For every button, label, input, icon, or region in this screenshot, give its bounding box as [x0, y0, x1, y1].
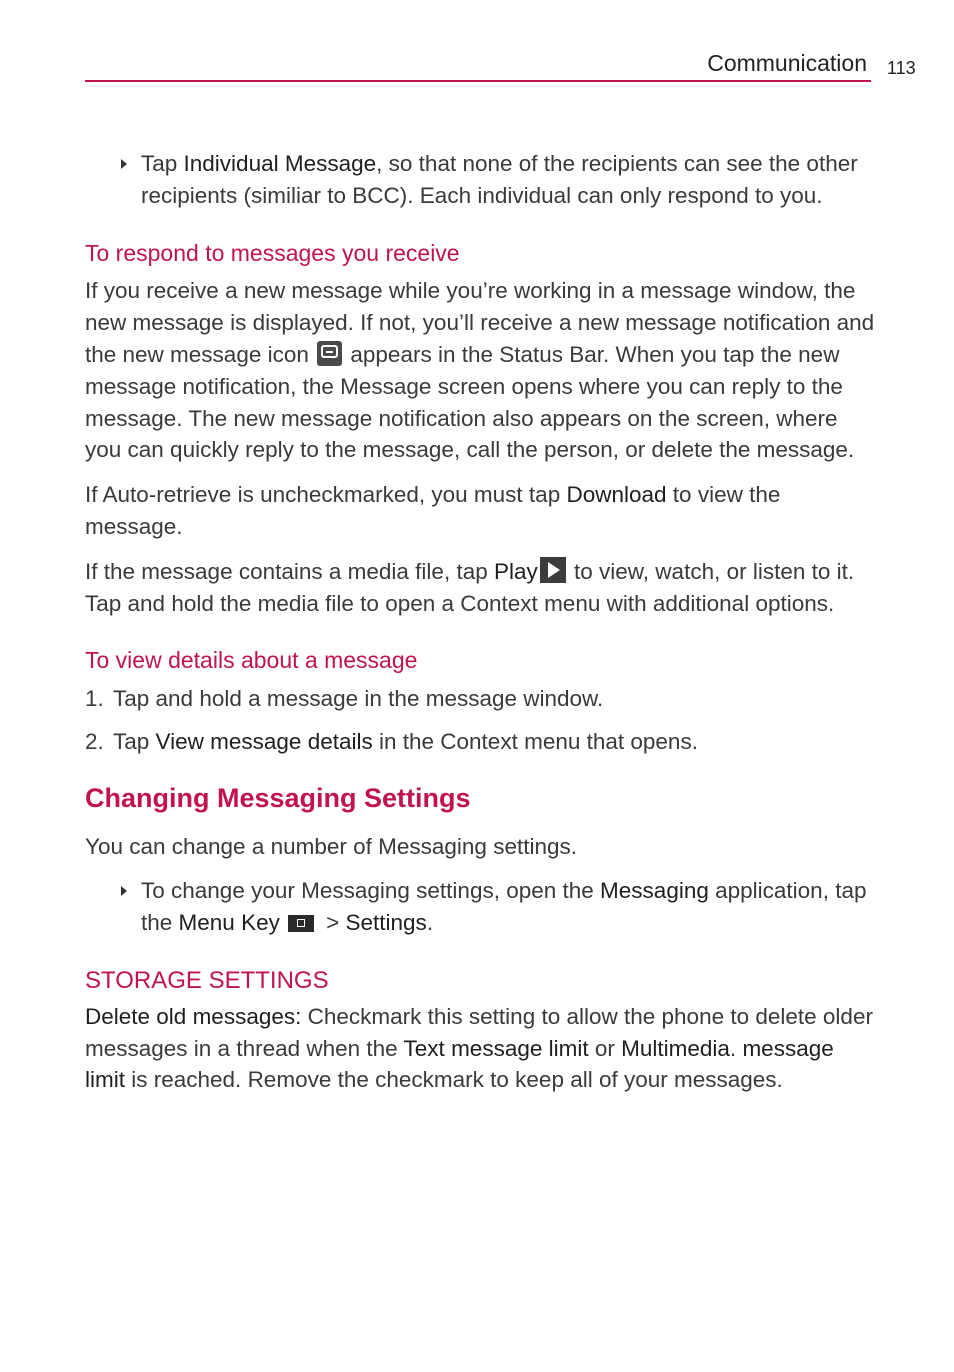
text: . — [426, 910, 434, 936]
bold-term: Individual Message — [183, 151, 377, 176]
new-message-icon — [317, 341, 342, 366]
bold-term: Text message limit — [403, 1035, 589, 1061]
text: to view the message. — [85, 482, 781, 539]
text: If you receive a new message while you’re working in a message window, the new message is displayed. If not, you’ll receive a new message notification and the new message icon — [85, 278, 875, 367]
page-number: 113 — [887, 58, 916, 78]
details-step-1 — [85, 683, 875, 715]
changing-settings-bullet — [85, 875, 875, 939]
text: application, tap the — [141, 878, 867, 936]
bold-term: Download — [566, 482, 667, 508]
text: Tap and hold a message in the message window. — [113, 686, 604, 712]
text: If the message contains a media file, tap — [85, 558, 494, 584]
menu-key-icon — [288, 915, 314, 932]
storage-paragraph — [85, 1001, 875, 1096]
text: . — [729, 1035, 743, 1061]
section-title: Communication — [707, 50, 867, 76]
page-content — [85, 148, 875, 1096]
bold-term: Messaging — [600, 878, 709, 904]
storage-settings-heading: STORAGE SETTINGS — [85, 966, 329, 994]
details-step-2 — [85, 726, 875, 758]
respond-paragraph-1 — [85, 275, 875, 466]
step-number: 2. — [85, 728, 104, 754]
text: to view, watch, or listen to it. Tap and hold the media file to open a Context menu with additional options. — [85, 558, 855, 616]
text: is reached. Remove the checkmark to keep all of your messages. — [125, 1067, 783, 1093]
play-icon — [540, 557, 566, 583]
details-heading: To view details about a message — [85, 647, 418, 674]
text: To change your Messaging settings, open the — [141, 878, 601, 904]
changing-settings-heading: Changing Messaging Settings — [85, 782, 471, 813]
text: Checkmark this setting to allow the phone to delete older messages in a thread when the — [85, 1003, 873, 1061]
step-number: 1. — [85, 686, 104, 712]
respond-heading: To respond to messages you receive — [85, 239, 460, 266]
individual-message-bullet — [85, 148, 875, 212]
bold-term: Multimedia — [621, 1035, 730, 1061]
bold-term: Delete old messages: — [85, 1003, 302, 1029]
bullet-triangle-icon — [121, 159, 127, 169]
bold-term: Play — [493, 558, 538, 584]
respond-paragraph-2 — [85, 479, 875, 543]
text: Tap — [141, 151, 184, 176]
text: in the Context menu that opens. — [372, 728, 698, 754]
text: If Auto-retrieve is uncheckmarked, you must tap — [85, 482, 567, 508]
bold-term: Settings — [345, 910, 427, 936]
header-divider — [85, 80, 871, 82]
text: appears in the Status Bar. When you tap the new message notification, the Message screen opens where you can reply to the message. The new message notification also appears on the screen, where you can quickly reply to the message, call the person, or delete the message. — [85, 341, 855, 463]
bold-term: message limit — [85, 1035, 834, 1093]
bold-term: View message details — [155, 728, 373, 754]
respond-paragraph-3 — [85, 556, 875, 620]
text: > — [319, 910, 346, 936]
bullet-triangle-icon — [121, 886, 127, 896]
changing-intro: You can change a number of Messaging settings. — [85, 833, 577, 859]
text: Tap — [113, 728, 156, 754]
bold-term: Menu Key — [178, 910, 280, 936]
text: or — [588, 1035, 622, 1061]
text: , so that none of the recipients can see the other recipients (similiar to BCC). Each individual can only respond to you. — [141, 151, 858, 208]
